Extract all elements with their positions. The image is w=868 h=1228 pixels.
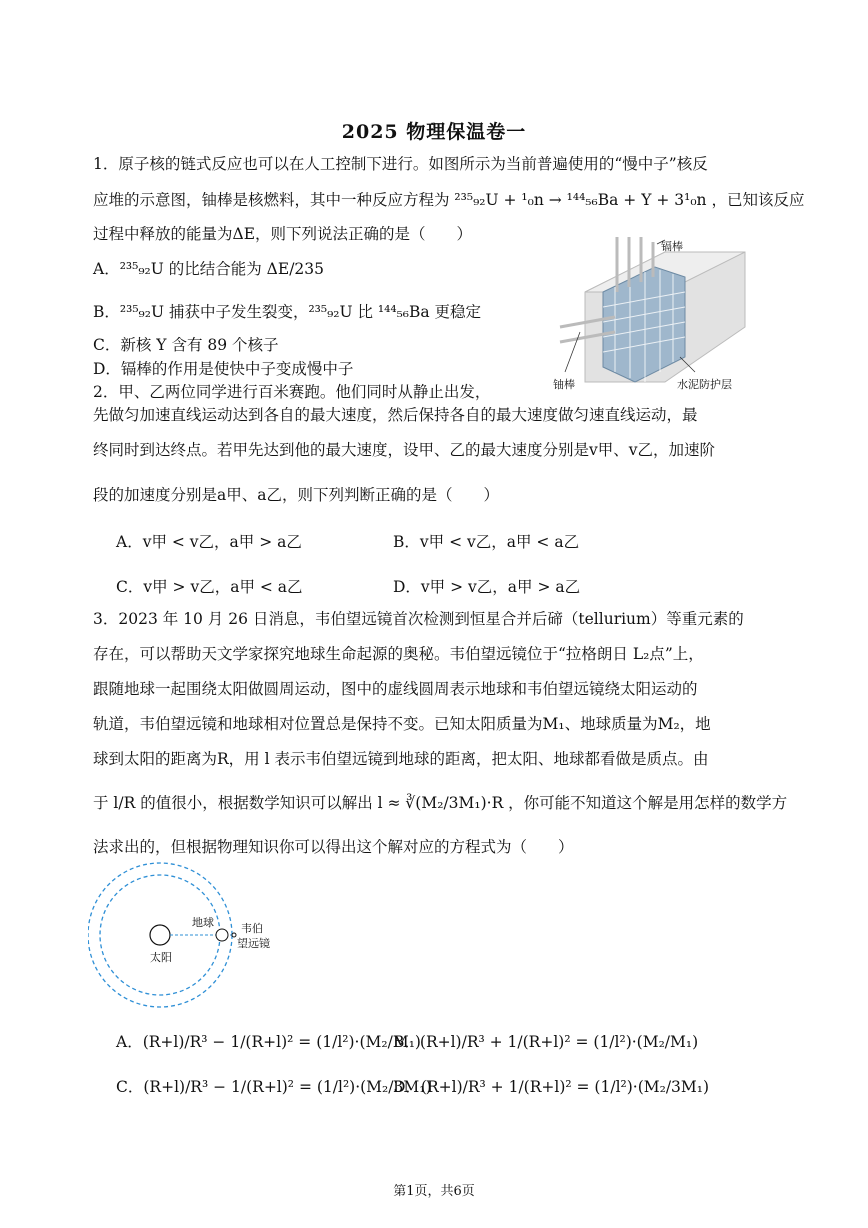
- q2-option-b[interactable]: B．v甲 < v乙，a甲 < a乙: [393, 533, 580, 551]
- label-uranium-rod: 铀棒: [553, 378, 575, 391]
- earth-circle: [216, 929, 228, 941]
- page-number: 第1页，共6页: [393, 1184, 475, 1199]
- label-webb-2: 望远镜: [237, 937, 270, 950]
- q1-option-d[interactable]: D．镉棒的作用是使快中子变成慢中子: [93, 360, 354, 378]
- q1-stem-line-3: 过程中释放的能量为ΔE，则下列说法正确的是（ ）: [93, 225, 473, 243]
- reactor-diagram: [545, 232, 775, 397]
- q2-option-c[interactable]: C．v甲 > v乙，a甲 < a乙: [116, 578, 303, 596]
- q3-option-a[interactable]: A．(R+l)/R³ − 1/(R+l)² = (1/l²)·(M₂/M₁): [116, 1033, 421, 1051]
- label-cadmium-rod: 镉棒: [661, 240, 683, 253]
- q2-stem-line-4: 段的加速度分别是a甲、a乙，则下列判断正确的是（ ）: [93, 486, 499, 504]
- q1-option-b[interactable]: B．²³⁵₉₂U 捕获中子发生裂变，²³⁵₉₂U 比 ¹⁴⁴₅₆Ba 更稳定: [93, 303, 482, 321]
- q3-stem-line-5: 球到太阳的距离为R，用 l 表示韦伯望远镜到地球的距离，把太阳、地球都看做是质点。由: [93, 750, 709, 768]
- q3-option-d[interactable]: D．(R+l)/R³ + 1/(R+l)² = (1/l²)·(M₂/3M₁): [393, 1078, 710, 1096]
- label-earth: 地球: [192, 916, 214, 929]
- webb-point: [232, 933, 236, 937]
- q2-option-a[interactable]: A．v甲 < v乙，a甲 > a乙: [116, 533, 302, 551]
- q2-option-d[interactable]: D．v甲 > v乙，a甲 > a乙: [393, 578, 581, 596]
- q3-stem-line-3: 跟随地球一起围绕太阳做圆周运动，图中的虚线圆周表示地球和韦伯望远镜绕太阳运动的: [93, 680, 698, 698]
- q3-option-b[interactable]: B．(R+l)/R³ + 1/(R+l)² = (1/l²)·(M₂/M₁): [393, 1033, 699, 1051]
- q1-stem-line-1: 1．原子核的链式反应也可以在人工控制下进行。如图所示为当前普遍使用的“慢中子”核反: [93, 155, 708, 173]
- q1-option-c[interactable]: C．新核 Y 含有 89 个核子: [93, 336, 279, 354]
- q2-stem-line-3: 终同时到达终点。若甲先达到他的最大速度，设甲、乙的最大速度分别是v甲、v乙，加速阶: [93, 441, 716, 459]
- page-title: 2025 物理保温卷一: [341, 121, 527, 143]
- orbit-diagram: [88, 860, 308, 1010]
- q2-stem-line-1: 2．甲、乙两位同学进行百米赛跑。他们同时从静止出发，: [93, 383, 491, 401]
- q1-option-a[interactable]: A．²³⁵₉₂U 的比结合能为 ΔE/235: [93, 260, 324, 278]
- q2-stem-line-2: 先做匀加速直线运动达到各自的最大速度，然后保持各自的最大速度做匀速直线运动，最: [93, 406, 698, 424]
- q3-stem-line-2: 存在，可以帮助天文学家探究地球生命起源的奥秘。韦伯望远镜位于“拉格朗日 L₂点”上，: [93, 645, 704, 663]
- sun-circle: [150, 925, 170, 945]
- label-webb-1: 韦伯: [241, 922, 263, 935]
- q3-stem-line-1: 3．2023 年 10 月 26 日消息，韦伯望远镜首次检测到恒星合并后碲（tellurium）等重元素的: [93, 610, 744, 628]
- q3-stem-line-7: 法求出的，但根据物理知识你可以得出这个解对应的方程式为（ ）: [93, 838, 574, 856]
- q3-stem-line-4: 轨道，韦伯望远镜和地球相对位置总是保持不变。已知太阳质量为M₁、地球质量为M₂，地: [93, 715, 711, 733]
- q3-stem-line-6: 于 l/R 的值很小，根据数学知识可以解出 l ≈ ∛(M₂/3M₁)·R ，你可能不知道这个解是用怎样的数学方: [93, 794, 788, 812]
- label-cement-layer: 水泥防护层: [677, 378, 732, 391]
- label-sun: 太阳: [150, 951, 172, 964]
- q1-stem-line-2: 应堆的示意图，铀棒是核燃料，其中一种反应方程为 ²³⁵₉₂U + ¹₀n → ¹⁴⁴₅₆Ba + Y + 3¹₀n ，已知该反应: [93, 191, 805, 209]
- q3-option-c[interactable]: C．(R+l)/R³ − 1/(R+l)² = (1/l²)·(M₂/3M₁): [116, 1078, 432, 1096]
